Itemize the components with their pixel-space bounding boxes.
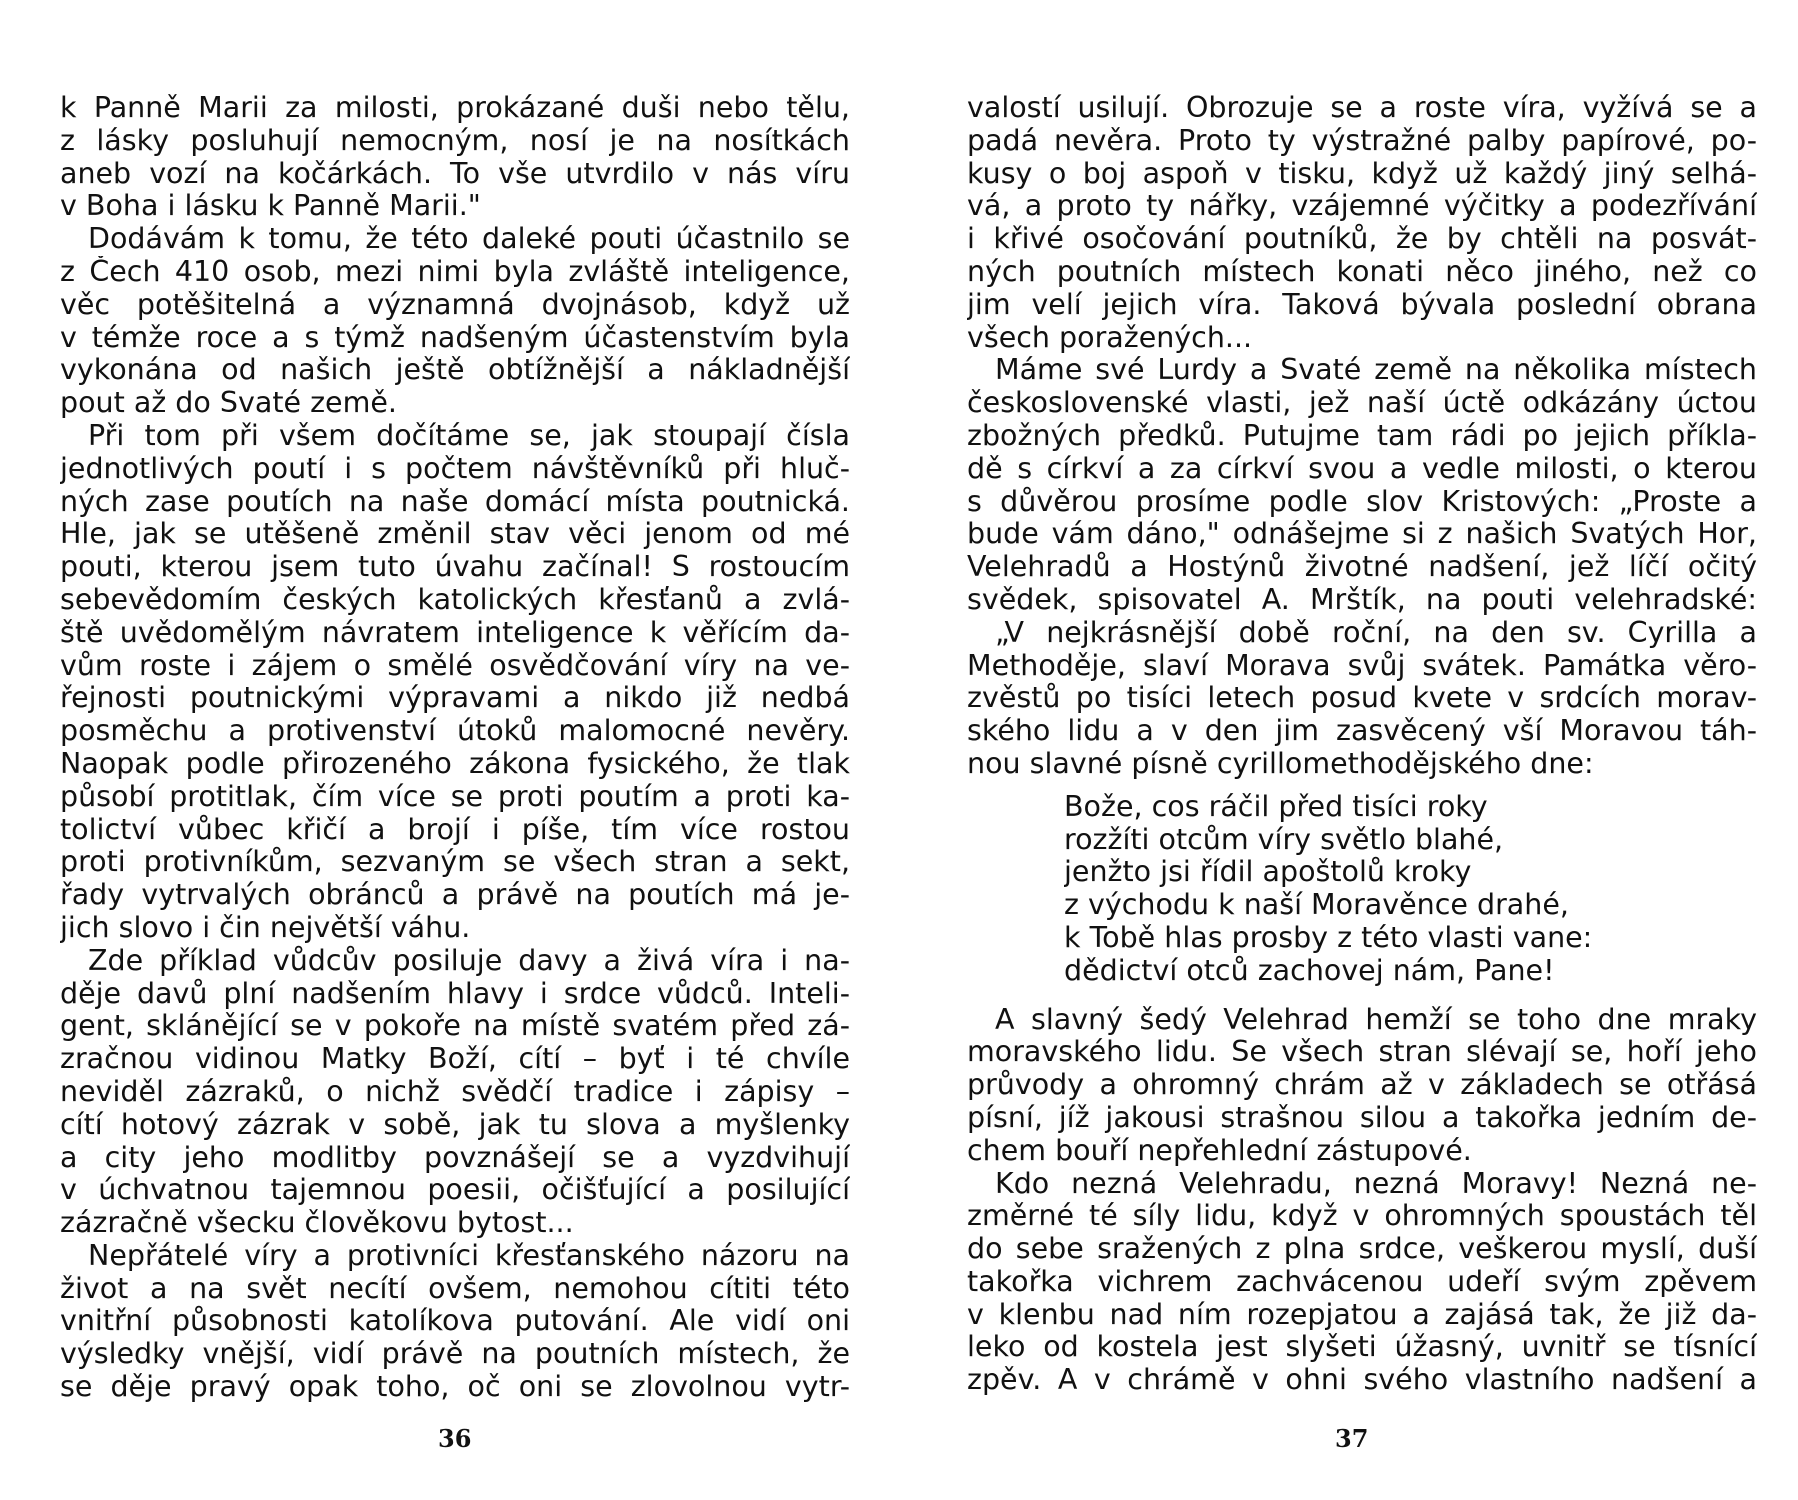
text-line: písní, jíž jakousi strašnou silou a takořka jedním de- <box>967 1101 1757 1134</box>
text-line: sebevědomím českých katolických křesťanů a zvlá- <box>60 583 850 616</box>
text-line: vům roste i zájem o smělé osvědčování víry na ve- <box>60 649 850 682</box>
left-page-text <box>60 92 850 1404</box>
text-line: leko od kostela jest slyšeti úžasný, uvnitř se tísnící <box>967 1331 1757 1364</box>
text-line: proti protivníkům, sezvaným se všech stran a sekt, <box>60 846 850 879</box>
verse-line: Bože, cos ráčil před tisíci roky <box>1064 790 1488 823</box>
paragraph <box>60 223 850 420</box>
text-line: průvody a ohromný chrám až v základech se otřásá <box>967 1069 1757 1102</box>
text-line: působí protitlak, čím více se proti poutím a proti ka- <box>60 780 850 813</box>
text-line: dě s církví a za církví svou a vedle milosti, o kterou <box>967 452 1757 485</box>
text-line: Kdo nezná Velehradu, nezná Moravy! Nezná ne- <box>995 1167 1757 1200</box>
text-line: jim velí jejich víra. Taková bývala poslední obrana <box>967 288 1757 321</box>
paragraph <box>967 92 1757 354</box>
text-line: zázračně všecku člověkovu bytost... <box>60 1207 574 1240</box>
page-number: 37 <box>1335 1424 1369 1453</box>
text-line: výsledky vnější, vidí právě na poutních místech, že <box>60 1338 850 1371</box>
text-line: řady vytrvalých obránců a právě na poutích má je- <box>60 879 850 912</box>
text-line: moravského lidu. Se všech stran slévají se, hoří jeho <box>967 1036 1757 1069</box>
paragraph <box>967 354 1757 616</box>
verse-line: k Tobě hlas prosby z této vlasti vane: <box>1064 921 1593 954</box>
text-line: všech poražených... <box>967 321 1253 354</box>
text-line: a city jeho modlitby povznášejí se a vyzdvihují <box>60 1141 850 1174</box>
text-line: s důvěrou prosíme podle slov Kristových: „Proste a <box>967 485 1757 518</box>
paragraph <box>60 420 850 945</box>
right-page <box>899 0 1798 1500</box>
text-line: neviděl zázraků, o nichž svědčí tradice i zápisy – <box>60 1075 850 1108</box>
text-line: řejnosti poutnickými výpravami a nikdo již nedbá <box>60 682 850 715</box>
text-line: gent, sklánějící se v pokoře na místě svatém před zá- <box>60 1010 850 1043</box>
text-line: Naopak podle přirozeného zákona fysického, že tlak <box>60 747 850 780</box>
text-line: nou slavné písně cyrillomethodějského dne: <box>967 747 1594 780</box>
text-line: posměchu a protivenství útoků malomocné nevěry. <box>60 715 850 748</box>
text-line: jich slovo i čin největší váhu. <box>60 911 471 944</box>
paragraph <box>60 92 850 223</box>
text-line: jednotlivých poutí i s počtem návštěvníků při hluč- <box>60 452 850 485</box>
text-line: k Panně Marii za milosti, prokázané duši nebo tělu, <box>60 92 850 124</box>
text-line: bude vám dáno," odnášejme si z našich Svatých Hor, <box>967 518 1757 551</box>
text-line: věc potěšitelná a významná dvojnásob, když už <box>60 288 850 321</box>
text-line: Máme své Lurdy a Svaté země na několika místech <box>995 354 1757 387</box>
text-line: padá nevěra. Proto ty výstražné palby papírové, po- <box>967 124 1757 157</box>
text-line: Nepřátelé víry a protivníci křesťanského názoru na <box>88 1239 850 1272</box>
text-line: „V nejkrásnější době roční, na den sv. Cyrilla a <box>995 616 1757 649</box>
text-line: děje davů plní nadšením hlavy i srdce vůdců. Inteli- <box>60 977 850 1010</box>
paragraph <box>60 1240 850 1404</box>
text-line: v klenbu nad ním rozepjatou a zajásá tak, že již da- <box>967 1298 1757 1331</box>
text-line: zračnou vidinou Matky Boží, cítí – byť i té chvíle <box>60 1043 850 1076</box>
text-line: ných zase poutích na naše domácí místa poutnická. <box>60 485 850 518</box>
paragraph <box>967 1004 1757 1168</box>
paragraph <box>967 617 1757 781</box>
text-line: se děje pravý opak toho, oč oni se zlovolnou vytr- <box>60 1371 850 1404</box>
text-line: takořka vichrem zachvácenou udeří svým zpěvem <box>967 1265 1757 1298</box>
text-line: v Boha i lásku k Panně Marii." <box>60 190 481 223</box>
verse-line: z východu k naší Moravěnce drahé, <box>1064 889 1569 922</box>
text-line: ných poutních místech konati něco jiného, než co <box>967 255 1757 288</box>
text-line: ského lidu a v den jim zasvěcený vší Moravou táh- <box>967 715 1757 748</box>
text-line: valostí usilují. Obrozuje se a roste víra, vyžívá se a <box>967 92 1757 124</box>
text-line: z Čech 410 osob, mezi nimi byla zvláště inteligence, <box>60 255 850 288</box>
paragraph <box>967 1168 1757 1398</box>
page-number: 36 <box>438 1424 472 1453</box>
text-line: do sebe sražených z plna srdce, veškerou myslí, duší <box>967 1233 1757 1266</box>
paragraph <box>60 945 850 1240</box>
text-line: tolictví vůbec křičí a brojí i píše, tím více rostou <box>60 813 850 846</box>
text-line: zvěstů po tisíci letech posud kvete v srdcích morav- <box>967 682 1757 715</box>
text-line: vnitřní působnosti katolíkova putování. Ale vidí oni <box>60 1305 850 1338</box>
text-line: vykonána od našich ještě obtížnější a nákladnější <box>60 354 850 387</box>
text-line: život a na svět necítí ovšem, nemohou cítiti této <box>60 1272 850 1305</box>
text-line: cítí hotový zázrak v sobě, jak tu slova a myšlenky <box>60 1108 850 1141</box>
text-line: kusy o boj aspoň v tisku, když už každý jiný selhá- <box>967 157 1757 190</box>
text-line: Methoděje, slaví Morava svůj svátek. Památka věro- <box>967 649 1757 682</box>
verse-line: dědictví otců zachovej nám, Pane! <box>1064 954 1555 987</box>
text-line: československé vlasti, jež naší úctě odkázány úctou <box>967 387 1757 420</box>
verse-line: jenžto jsi řídil apoštolů kroky <box>1064 856 1472 889</box>
text-line: Hle, jak se utěšeně změnil stav věci jenom od mé <box>60 518 850 551</box>
verse-line: rozžíti otcům víry světlo blahé, <box>1064 823 1504 856</box>
text-line: ště uvědomělým návratem inteligence k věřícím da- <box>60 616 850 649</box>
text-line: Zde příklad vůdcův posiluje davy a živá víra i na- <box>88 944 850 977</box>
text-line: v témže roce a s týmž nadšeným účastenstvím byla <box>60 321 850 354</box>
right-page-text <box>967 92 1757 1397</box>
text-line: zpěv. A v chrámě v ohni svého vlastního nadšení a <box>967 1364 1757 1397</box>
text-line: změrné té síly lidu, když v ohromných spoustách těl <box>967 1200 1757 1233</box>
text-line: aneb vozí na kočárkách. To vše utvrdilo v nás víru <box>60 157 850 190</box>
hymn-verse <box>1064 791 1757 988</box>
text-line: v úchvatnou tajemnou poesii, očišťující a posilující <box>60 1174 850 1207</box>
text-line: Při tom při všem dočítáme se, jak stoupají čísla <box>88 419 850 452</box>
text-line: Dodávám k tomu, že této daleké pouti účastnilo se <box>88 223 850 256</box>
text-line: vá, a proto ty nářky, vzájemné výčitky a podezřívání <box>967 190 1757 223</box>
text-line: pouti, kterou jsem tuto úvahu začínal! S rostoucím <box>60 551 850 584</box>
text-line: pout až do Svaté země. <box>60 387 397 420</box>
text-line: chem bouří nepřehlední zástupové. <box>967 1134 1472 1167</box>
text-line: z lásky posluhují nemocným, nosí je na nosítkách <box>60 124 850 157</box>
text-line: Velehradů a Hostýnů životné nadšení, jež líčí očitý <box>967 551 1757 584</box>
text-line: i křivé osočování poutníků, že by chtěli na posvát- <box>967 223 1757 256</box>
text-line: svědek, spisovatel A. Mrštík, na pouti velehradské: <box>967 583 1757 616</box>
text-line: zbožných předků. Putujme tam rádi po jejich příkla- <box>967 419 1757 452</box>
text-line: A slavný šedý Velehrad hemží se toho dne mraky <box>995 1003 1757 1036</box>
